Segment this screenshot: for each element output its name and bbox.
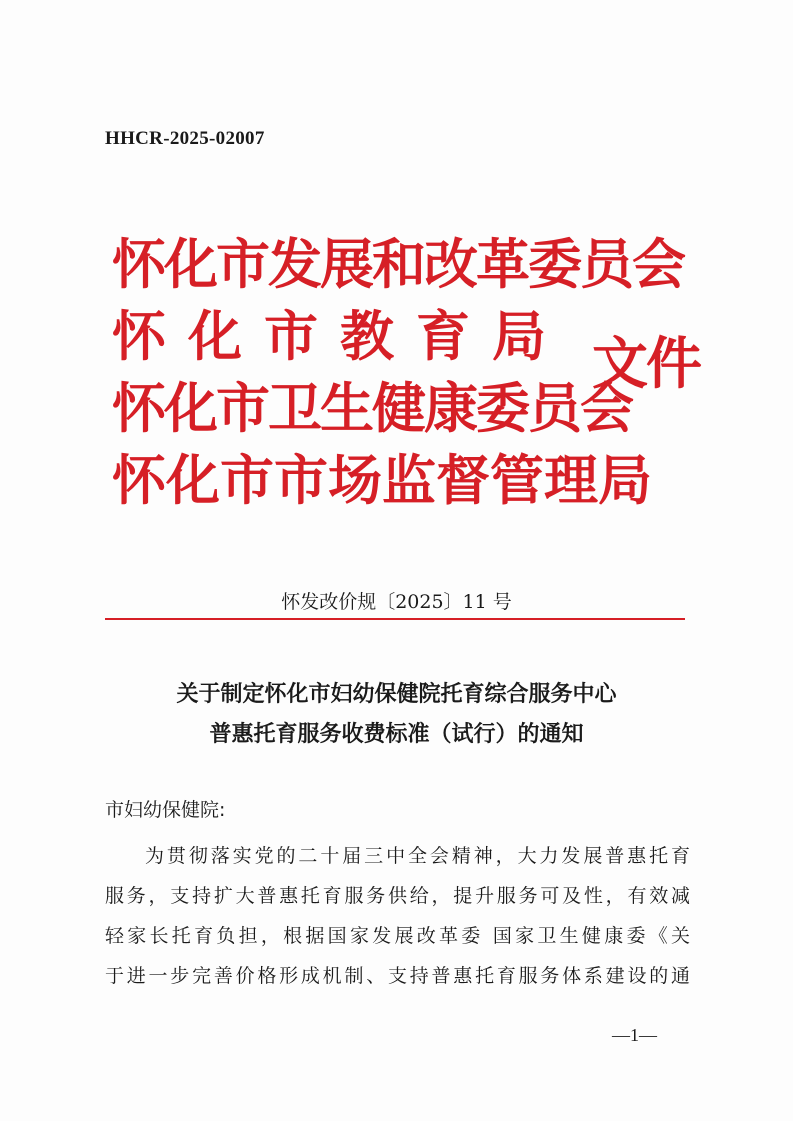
body-line: 轻家长托育负担，根据国家发展改革委 国家卫生健康委《关 xyxy=(105,925,690,947)
issuer-suffix: 文件 xyxy=(592,332,700,397)
issuer-name: 怀化市教育局 xyxy=(112,305,568,368)
body-line: 于进一步完善价格形成机制、支持普惠托育服务体系建设的通 xyxy=(105,965,690,987)
issuer-name: 怀化市市场监督管理局 xyxy=(112,449,652,512)
page-number: —1— xyxy=(612,1025,657,1045)
recipient: 市妇幼保健院: xyxy=(105,799,226,821)
body-paragraph xyxy=(105,836,690,996)
document-code: HHCR-2025-02007 xyxy=(105,128,265,149)
title-line: 普惠托育服务收费标准（试行）的通知 xyxy=(209,722,584,747)
body-line: 为贯彻落实党的二十届三中全会精神，大力发展普惠托育 xyxy=(145,845,690,867)
document-title xyxy=(0,675,793,755)
issuer-header xyxy=(112,232,712,522)
document-number: 怀发改价规〔2025〕11 号 xyxy=(281,591,512,613)
issuer-name: 怀化市卫生健康委员会 xyxy=(112,377,632,440)
body-line: 服务，支持扩大普惠托育服务供给，提升服务可及性，有效减 xyxy=(105,885,690,907)
issuer-name: 怀化市发展和改革委员会 xyxy=(112,233,684,296)
red-divider xyxy=(105,618,685,620)
title-line: 关于制定怀化市妇幼保健院托育综合服务中心 xyxy=(176,682,617,707)
